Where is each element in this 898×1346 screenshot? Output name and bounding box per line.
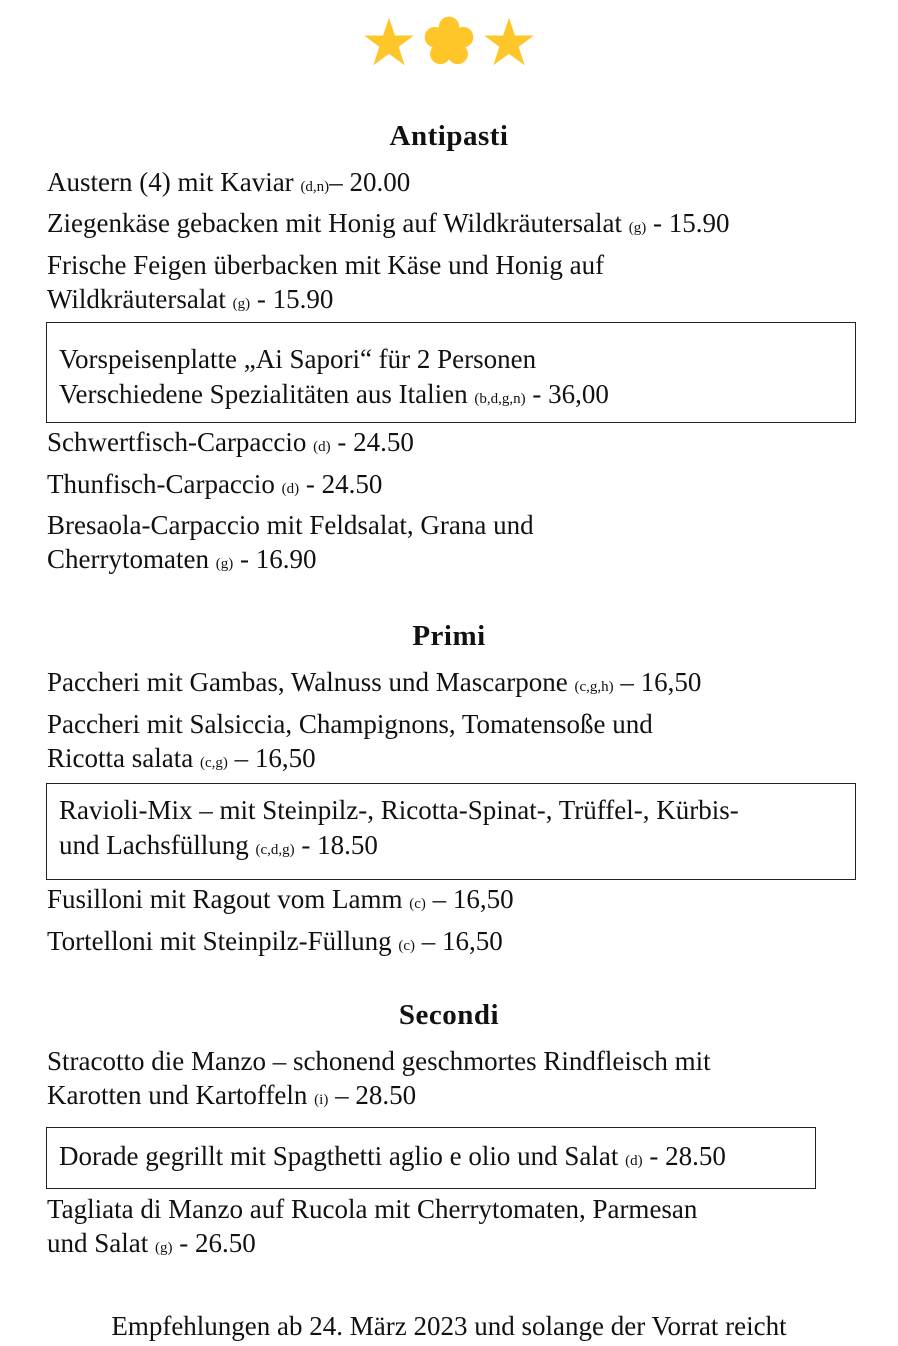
item-name: Tagliata di Manzo auf Rucola mit Cherrytomaten, Parmesan bbox=[47, 1194, 698, 1224]
star-icon bbox=[482, 15, 536, 69]
allergen-code: (g) bbox=[215, 556, 234, 572]
allergen-code: (b,d,g,n) bbox=[474, 391, 526, 407]
allergen-code: (c,g,h) bbox=[574, 679, 614, 695]
allergen-code: (d) bbox=[625, 1153, 643, 1169]
section-title-antipasti: Antipasti bbox=[389, 120, 509, 152]
item-price: - 24.50 bbox=[330, 427, 414, 457]
item-price: - 36,00 bbox=[525, 379, 609, 409]
item-name-cont: Cherrytomaten bbox=[47, 544, 216, 574]
item-price: - 16.90 bbox=[233, 544, 317, 574]
item-name-cont: Wildkräutersalat bbox=[47, 284, 233, 314]
item-name: Thunfisch-Carpaccio bbox=[47, 469, 282, 499]
item-price: - 15.90 bbox=[250, 284, 334, 314]
flower-icon bbox=[422, 15, 476, 69]
logo bbox=[0, 12, 898, 72]
highlight-box bbox=[46, 322, 856, 423]
star-icon bbox=[362, 15, 416, 69]
menu-item bbox=[47, 1192, 867, 1260]
item-name: Paccheri mit Salsiccia, Champignons, Tomatensoße und bbox=[47, 709, 653, 739]
menu-item bbox=[47, 665, 867, 699]
item-name-cont: Ricotta salata bbox=[47, 743, 200, 773]
item-name: Schwertfisch-Carpaccio bbox=[47, 427, 314, 457]
item-name: Dorade gegrillt mit Spagthetti aglio e olio und Salat bbox=[59, 1141, 626, 1171]
allergen-code: (c,g) bbox=[199, 755, 228, 771]
item-name: Tortelloni mit Steinpilz-Füllung bbox=[47, 926, 399, 956]
item-name: Bresaola-Carpaccio mit Feldsalat, Grana und bbox=[47, 510, 534, 540]
item-name-cont: und Salat bbox=[47, 1228, 155, 1258]
item-price: – 28.50 bbox=[328, 1080, 417, 1110]
item-name-cont: Verschiedene Spezialitäten aus Italien bbox=[59, 379, 475, 409]
menu-item bbox=[47, 707, 867, 775]
item-price: - 18.50 bbox=[294, 830, 378, 860]
item-name: Stracotto die Manzo – schonend geschmortes Rindfleisch mit bbox=[47, 1046, 711, 1076]
menu-item bbox=[47, 1044, 867, 1112]
item-name-cont: und Lachsfüllung bbox=[59, 830, 256, 860]
allergen-code: (g) bbox=[628, 220, 647, 236]
item-name: Vorspeisenplatte „Ai Sapori“ für 2 Personen bbox=[59, 344, 537, 374]
allergen-code: (i) bbox=[314, 1092, 329, 1108]
item-price: – 16,50 bbox=[613, 667, 702, 697]
section-title-secondi: Secondi bbox=[398, 999, 500, 1031]
menu-item bbox=[47, 508, 867, 576]
menu-item bbox=[47, 165, 867, 199]
item-price: – 16,50 bbox=[227, 743, 316, 773]
item-name: Fusilloni mit Ragout vom Lamm bbox=[47, 884, 410, 914]
item-price: – 16,50 bbox=[425, 884, 514, 914]
allergen-code: (d,n) bbox=[300, 179, 330, 195]
section-title-primi: Primi bbox=[412, 620, 486, 652]
allergen-code: (g) bbox=[155, 1240, 173, 1256]
item-name: Austern (4) mit Kaviar bbox=[47, 167, 301, 197]
item-price: – 16,50 bbox=[415, 926, 503, 956]
item-price: – 20.00 bbox=[329, 167, 411, 197]
item-name: Ziegenkäse gebacken mit Honig auf Wildkräutersalat bbox=[47, 208, 629, 238]
item-price: - 24.50 bbox=[299, 469, 383, 499]
item-name-cont: Karotten und Kartoffeln bbox=[47, 1080, 315, 1110]
menu-item bbox=[47, 206, 867, 240]
allergen-code: (c,d,g) bbox=[255, 842, 295, 858]
item-name: Paccheri mit Gambas, Walnuss und Mascarpone bbox=[47, 667, 575, 697]
menu-item bbox=[47, 425, 867, 459]
allergen-code: (g) bbox=[232, 296, 251, 312]
item-price: - 15.90 bbox=[646, 208, 730, 238]
item-price: - 26.50 bbox=[172, 1228, 256, 1258]
item-name: Ravioli-Mix – mit Steinpilz-, Ricotta-Spinat-, Trüffel-, Kürbis- bbox=[59, 795, 739, 825]
footer-note: Empfehlungen ab 24. März 2023 und solange der Vorrat reicht bbox=[111, 1311, 787, 1341]
menu-item bbox=[47, 248, 867, 316]
allergen-code: (d) bbox=[313, 439, 331, 455]
highlight-box bbox=[46, 1127, 816, 1189]
menu-item bbox=[47, 467, 867, 501]
highlight-box bbox=[46, 783, 856, 880]
menu-item bbox=[47, 882, 867, 916]
item-price: - 28.50 bbox=[642, 1141, 726, 1171]
menu-item bbox=[47, 924, 867, 958]
allergen-code: (d) bbox=[281, 481, 300, 497]
allergen-code: (c) bbox=[398, 938, 415, 954]
allergen-code: (c) bbox=[409, 896, 426, 912]
item-name: Frische Feigen überbacken mit Käse und Honig auf bbox=[47, 250, 605, 280]
